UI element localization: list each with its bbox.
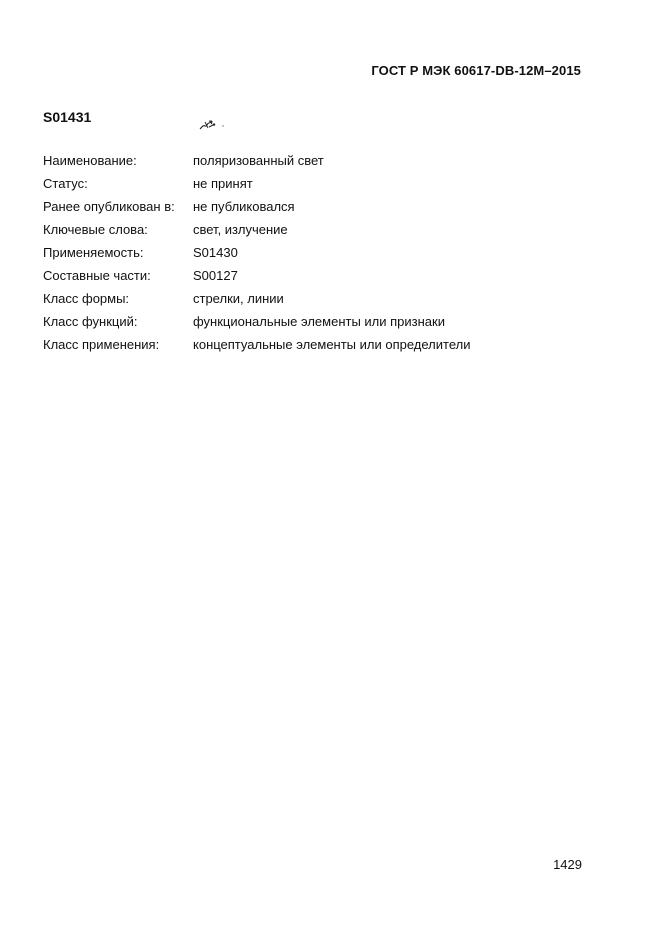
property-value-application-class: концептуальные элементы или определители	[193, 337, 471, 352]
property-row	[43, 333, 603, 356]
property-label-function-class: Класс функций:	[43, 314, 138, 329]
property-label-shape-class: Класс формы:	[43, 291, 130, 306]
property-label-published: Ранее опубликован в:	[43, 199, 175, 214]
property-label-status: Статус:	[43, 176, 88, 191]
property-value-published: не публиковался	[193, 199, 295, 214]
property-label-applicability: Применяемость:	[43, 245, 144, 260]
property-row	[43, 264, 603, 287]
symbol-id: S01431	[43, 109, 92, 125]
property-row	[43, 287, 603, 310]
property-row	[43, 241, 603, 264]
document-code-header: ГОСТ Р МЭК 60617-DB-12M–2015	[371, 63, 581, 78]
property-label-keywords: Ключевые слова:	[43, 222, 148, 237]
property-row	[43, 149, 603, 172]
property-row	[43, 172, 603, 195]
property-value-shape-class: стрелки, линии	[193, 291, 284, 306]
polarized-light-arrow-icon	[198, 116, 228, 134]
property-value-status: не принят	[193, 176, 253, 191]
property-value-name: поляризованный свет	[193, 153, 324, 168]
property-row	[43, 310, 603, 333]
page-number: 1429	[553, 857, 582, 872]
property-label-components: Составные части:	[43, 268, 151, 283]
property-label-application-class: Класс применения:	[43, 337, 160, 352]
property-row	[43, 218, 603, 241]
property-row	[43, 195, 603, 218]
property-value-function-class: функциональные элементы или признаки	[193, 314, 445, 329]
property-value-components: S00127	[193, 268, 238, 283]
property-value-keywords: свет, излучение	[193, 222, 288, 237]
property-value-applicability: S01430	[193, 245, 238, 260]
property-table	[43, 149, 603, 356]
property-label-name: Наименование:	[43, 153, 137, 168]
